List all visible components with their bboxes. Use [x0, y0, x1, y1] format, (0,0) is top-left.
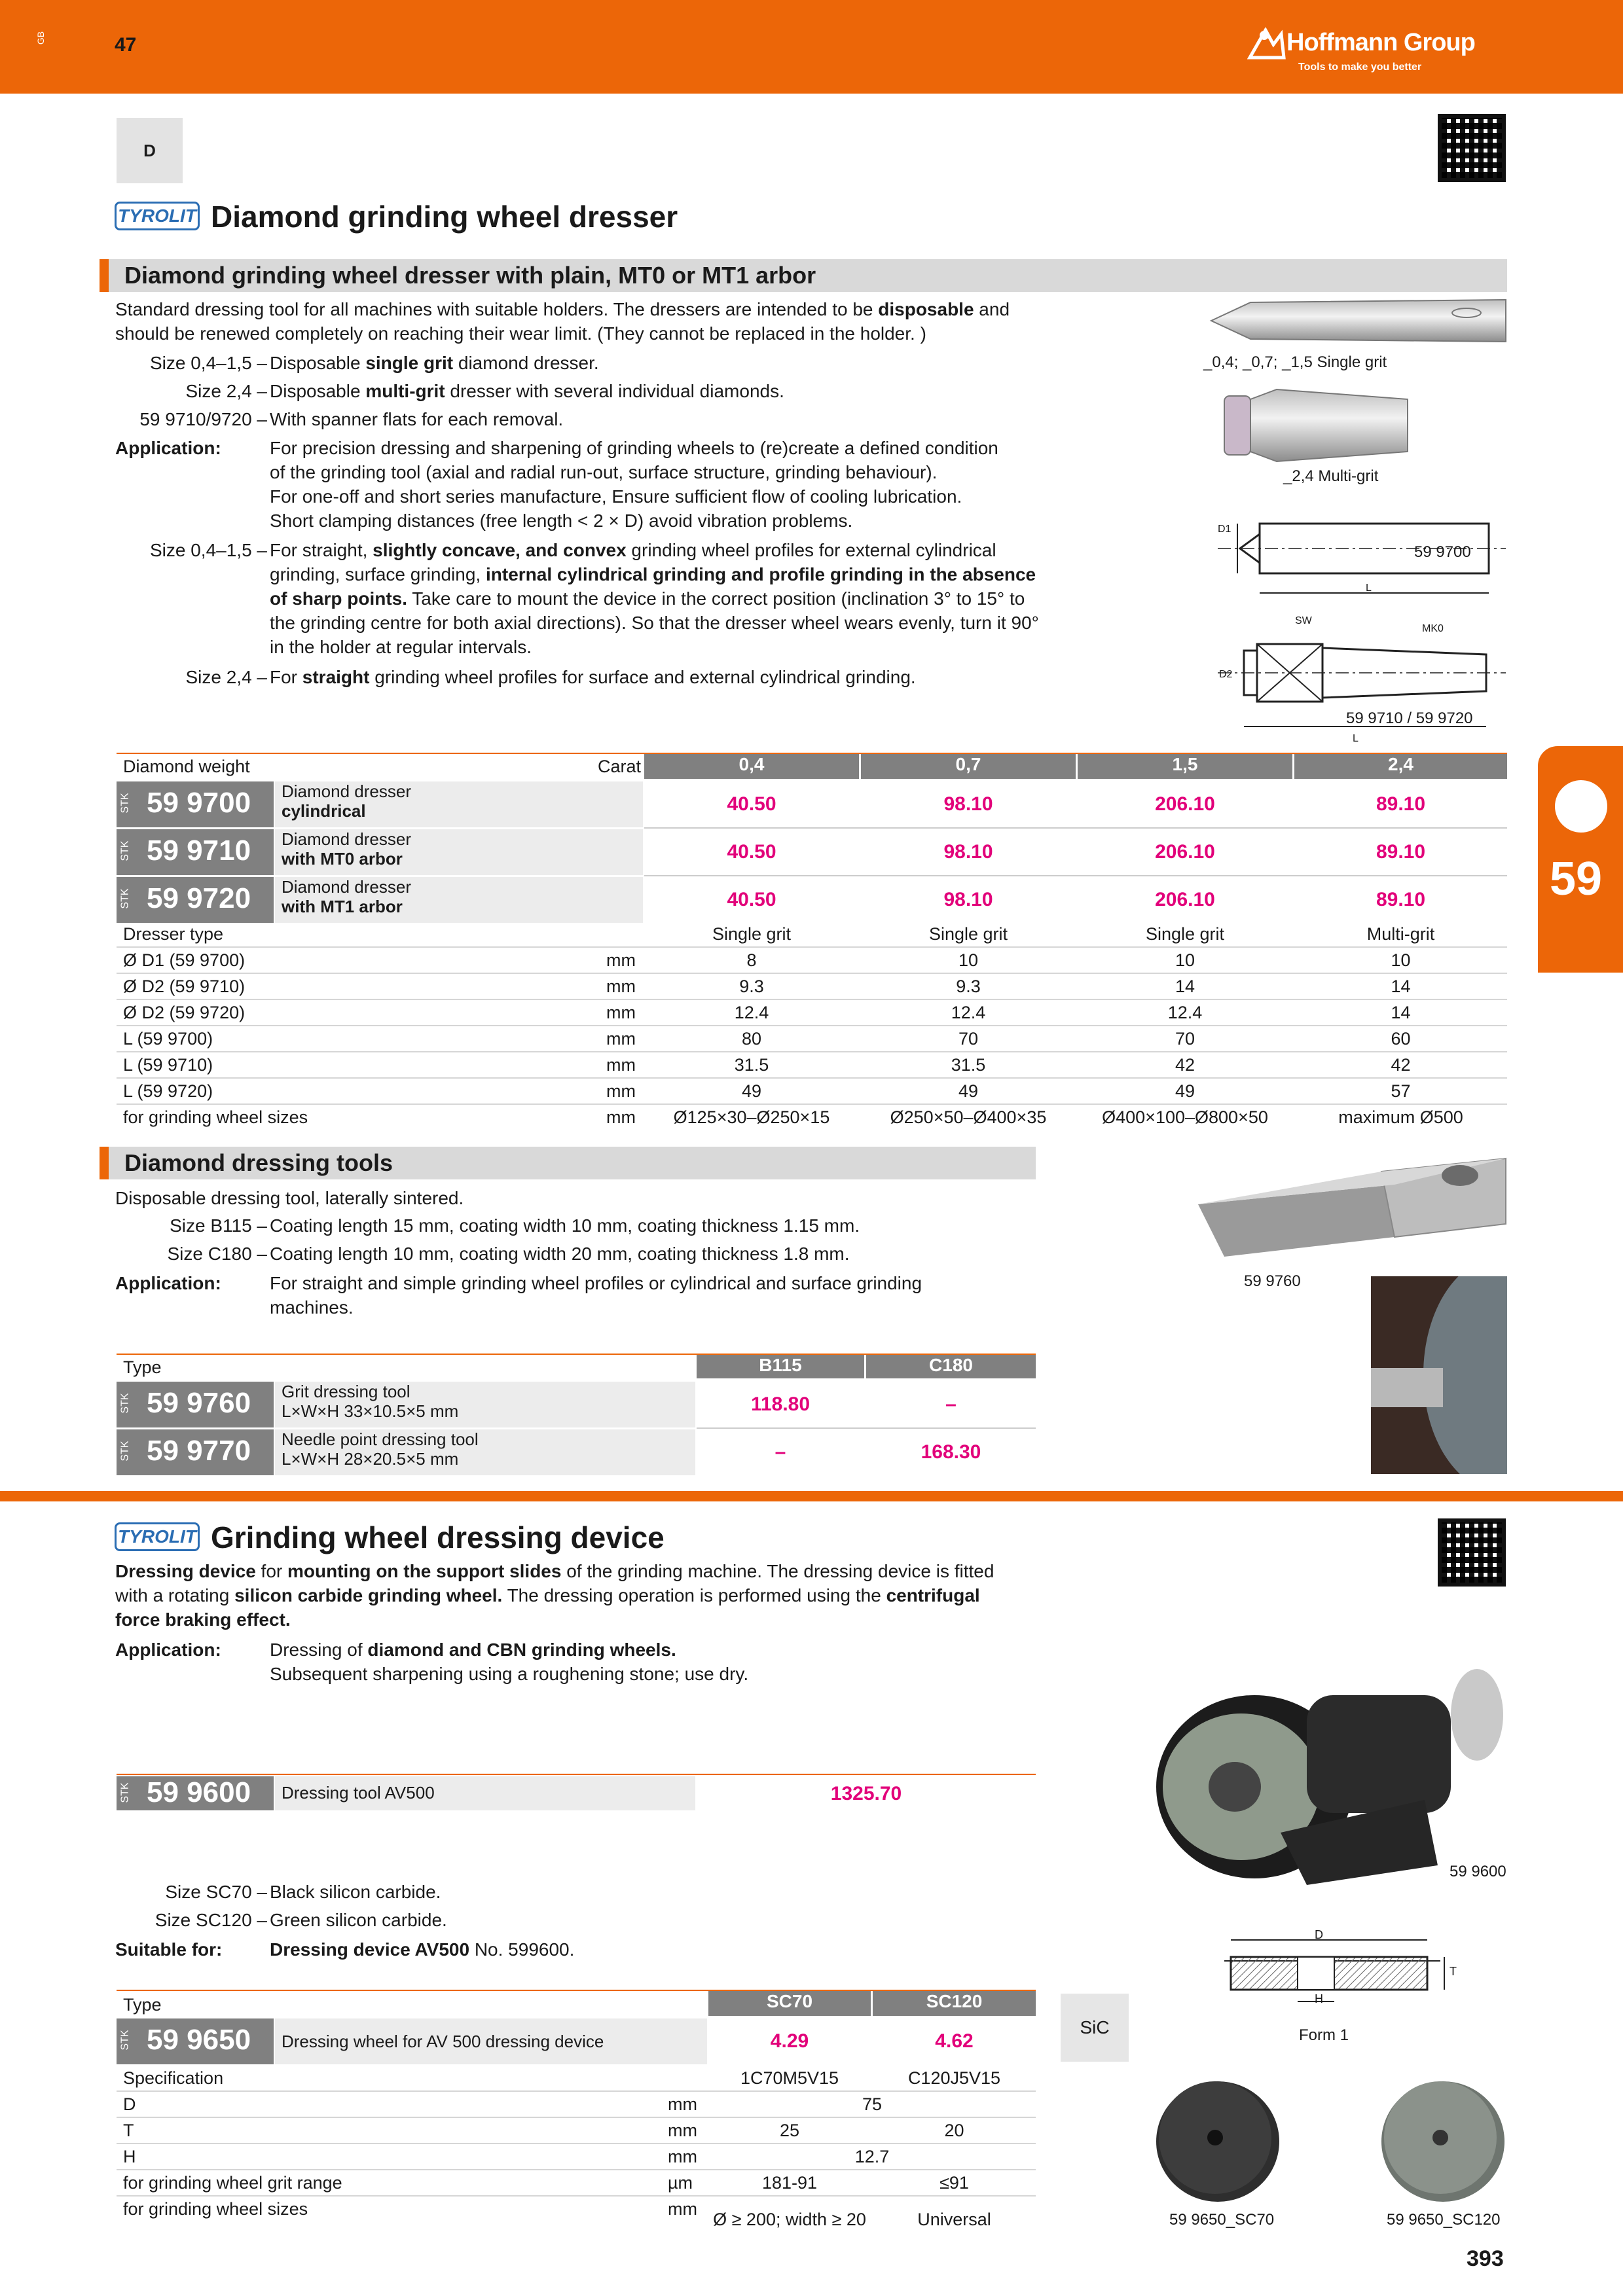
application-text: For precision dressing and sharpening of grinding wheels to (re)create a defined condition of the grinding tool (axial and radial run-out, surface structure, grinding behaviour). For one-off and short series manufacture, Ensure sufficient flow of cooling lubrication. Short clamping distances (free length < 2 × D) avoid vibration problems. — [270, 438, 998, 531]
size-item-sc70: Size SC70 – Black silicon carbide. — [165, 1882, 441, 1902]
stk-icon: STK — [119, 2030, 131, 2051]
application-text: Dressing of diamond and CBN grinding wheels. Subsequent sharpening using a roughening stone; use dry. — [270, 1640, 749, 1684]
dim-d2: D2 — [1219, 669, 1233, 680]
page-number: 393 — [1467, 2246, 1504, 2271]
price-04: 40.50 — [727, 793, 776, 815]
table-row: for grinding wheel sizes mm Ø ≥ 200; width ≥ 20 Universal — [123, 2199, 991, 2229]
form1-drawing — [1218, 1924, 1467, 2016]
article-number[interactable]: 59 9600 — [147, 1776, 251, 1808]
article-desc: Diamond dresser cylindrical — [275, 781, 643, 827]
sic-badge: SiC — [1061, 1994, 1129, 2062]
suitable-label: Suitable for: — [115, 1939, 223, 1960]
table-row: H mm 12.7 — [117, 2144, 1036, 2170]
article-number[interactable]: 59 9700 — [147, 787, 251, 819]
size-item-9710: 59 9710/9720 – With spanner flats for each removal. — [139, 409, 564, 429]
price: 1325.70 — [830, 1783, 902, 1804]
table-row: D mm 75 — [117, 2092, 1036, 2118]
price-04: 40.50 — [727, 889, 776, 910]
table3-col-sc120: SC120 — [873, 1991, 1036, 2016]
article-desc: Dressing tool AV500 — [275, 1776, 695, 1810]
application-label: Application: — [115, 1273, 221, 1293]
table3-spec-rows — [117, 2066, 1036, 2242]
caption-599600: 59 9600 — [1450, 1863, 1506, 1880]
section1-intro: Standard dressing tool for all machines with suitable holders. The dressers are intended to be disposable and should be renewed completely on reaching their wear limit. (They cannot be replaced in the holder. ) — [115, 299, 1010, 344]
side-mark: GB — [35, 31, 46, 45]
price-24: 89.10 — [1376, 889, 1426, 910]
table-row: for grinding wheel sizes mm Ø125×30–Ø250×15 Ø250×50–Ø400×35 Ø400×100–Ø800×50 maximum Ø500 — [123, 1107, 1463, 1127]
table3-header-row — [117, 1991, 1036, 2017]
sc120-wheel-image — [1377, 2073, 1508, 2204]
table1-col-07: 0,7 — [861, 754, 1076, 779]
price-b115: – — [775, 1441, 786, 1463]
chapter-tab[interactable] — [1538, 746, 1623, 973]
price-24: 89.10 — [1376, 793, 1426, 815]
hoffmann-emblem-icon — [1247, 27, 1286, 60]
dressing-application-photo — [1371, 1276, 1507, 1474]
size04-text: For straight, slightly concave, and convex grinding wheel profiles for external cylindrical grinding, surface grinding, internal cylindrical grinding and profile grinding in the absence of sharp points. Take care to mount the device in the correct position (inclination 3° to 15° to the grinding centre for both axial directions). So that the dresser wheel wears evenly, turn it 90° in the holder at regular intervals. — [270, 540, 1039, 657]
page-left-number: 47 — [115, 34, 137, 56]
stk-icon: STK — [119, 840, 131, 861]
section-tag: D — [117, 118, 183, 183]
price-07: 98.10 — [943, 889, 993, 910]
qr-code-icon[interactable] — [1438, 1518, 1506, 1587]
section1-subtitle: Diamond grinding wheel dresser with plain, MT0 or MT1 arbor — [124, 262, 816, 289]
price-15: 206.10 — [1155, 841, 1215, 863]
price-24: 89.10 — [1376, 841, 1426, 863]
price-c180: – — [945, 1393, 957, 1415]
size-item-c180: Size C180 – Coating length 10 mm, coating width 20 mm, coating thickness 1.8 mm. — [167, 1244, 850, 1264]
sc70-wheel-image — [1152, 2073, 1283, 2204]
caption-599710-599720: 59 9710 / 59 9720 — [1346, 709, 1473, 727]
dim-l2: L — [1353, 733, 1359, 744]
dressing-device-image — [1137, 1617, 1510, 1885]
stk-icon: STK — [119, 888, 131, 909]
table1-col-15: 1,5 — [1078, 754, 1292, 779]
size24-label: Size 2,4 – — [185, 667, 267, 687]
article-number[interactable]: 59 9710 — [147, 834, 251, 867]
qr-code-icon[interactable] — [1438, 114, 1506, 182]
section1-subtitle-bar — [100, 259, 1507, 292]
caption-sc120: 59 9650_SC120 — [1387, 2211, 1501, 2229]
article-number[interactable]: 59 9650 — [147, 2024, 251, 2056]
article-desc: Needle point dressing tool L×W×H 28×20.5×5 mm — [275, 1429, 695, 1475]
table-row: T mm 25 20 — [117, 2118, 1036, 2144]
table-row: L (59 9700) mm 80 70 70 60 — [117, 1026, 1507, 1052]
table1-header-row — [117, 754, 1507, 780]
article-desc: Grit dressing tool L×W×H 33×10.5×5 mm — [275, 1382, 695, 1427]
table-row: L (59 9720) mm 49 49 49 57 — [117, 1079, 1507, 1105]
table1-col-04: 0,4 — [644, 754, 859, 779]
dim-sw: SW — [1295, 615, 1312, 626]
article-number[interactable]: 59 9720 — [147, 882, 251, 914]
application-label: Application: — [115, 438, 221, 458]
article-row-599600[interactable] — [117, 1776, 1036, 1810]
article-row-599770[interactable] — [117, 1429, 1036, 1475]
brand-tagline: Tools to make you better — [1298, 62, 1422, 73]
section2-items — [105, 1213, 1021, 1270]
table3-col-sc70: SC70 — [708, 1991, 871, 2016]
dim-h: H — [1315, 1992, 1323, 2005]
caption-599700: 59 9700 — [1414, 543, 1471, 561]
dim-t: T — [1450, 1965, 1457, 1978]
caption-sc70: 59 9650_SC70 — [1169, 2211, 1275, 2229]
article-desc: Diamond dresser with MT0 arbor — [275, 829, 643, 875]
size-item-24: Size 2,4 – Disposable multi-grit dresser with several individual diamonds. — [185, 381, 784, 401]
application-label: Application: — [115, 1640, 221, 1660]
price-07: 98.10 — [943, 841, 993, 863]
grinding-wheel-icon — [1555, 780, 1607, 833]
single-grit-dresser-image — [1205, 288, 1512, 353]
price-b115: 118.80 — [750, 1393, 811, 1415]
table1-spec-rows — [117, 922, 1507, 1130]
article-row-599760[interactable] — [117, 1382, 1036, 1427]
caption-599760: 59 9760 — [1244, 1272, 1301, 1290]
table2-col-b115: B115 — [697, 1355, 864, 1378]
caption-multi-grit: _2,4 Multi-grit — [1283, 467, 1379, 485]
section2-subtitle-bar — [100, 1147, 1036, 1179]
size24-text: For straight grinding wheel profiles for surface and external cylindrical grinding. — [270, 667, 916, 687]
size-item-sc120: Size SC120 – Green silicon carbide. — [155, 1910, 447, 1930]
section3-intro: Dressing device for mounting on the support slides of the grinding machine. The dressing device is fitted with a rotating silicon carbide grinding wheel. The dressing operation is performed using the centrifugal force braking effect. — [115, 1561, 994, 1630]
section4-items — [105, 1880, 1021, 1936]
price-15: 206.10 — [1155, 793, 1215, 815]
price-07: 98.10 — [943, 793, 993, 815]
article-desc: Diamond dresser with MT1 arbor — [275, 877, 643, 923]
stk-icon: STK — [119, 1393, 131, 1414]
article-number[interactable]: 59 9760 — [147, 1387, 251, 1419]
article-row-599650[interactable] — [117, 2018, 1036, 2064]
section3-title: Grinding wheel dressing device — [211, 1520, 665, 1554]
table-row: Ø D2 (59 9720) mm 12.4 12.4 12.4 14 — [117, 1000, 1507, 1026]
tyrolit-logo: TYROLIT — [115, 1522, 200, 1551]
dim-d1: D1 — [1218, 524, 1231, 535]
size-item-b115: Size B115 – Coating length 15 mm, coating width 10 mm, coating thickness 1.15 mm. — [170, 1215, 860, 1236]
table-row: Dresser type Single grit Single grit Single grit Multi-grit — [117, 922, 1507, 948]
price-sc70: 4.29 — [770, 2030, 809, 2052]
suitable-text: Dressing device AV500 No. 599600. — [270, 1939, 575, 1960]
price-15: 206.10 — [1155, 889, 1215, 910]
section-divider — [0, 1491, 1623, 1501]
dim-l: L — [1366, 583, 1372, 594]
section1-title: Diamond grinding wheel dresser — [211, 200, 678, 234]
price-c180: 168.30 — [921, 1441, 981, 1463]
accent-bar — [100, 259, 109, 292]
table2-head-label: Type — [123, 1357, 162, 1377]
table1-head-unit: Carat — [598, 757, 642, 776]
table2-col-c180: C180 — [866, 1355, 1036, 1378]
size04-label: Size 0,4–1,5 – — [149, 540, 267, 560]
section2-subtitle: Diamond dressing tools — [124, 1149, 393, 1176]
table-row: Ø D2 (59 9710) mm 9.3 9.3 14 14 — [117, 974, 1507, 1000]
article-row-599720[interactable] — [117, 877, 1507, 923]
price-sc120: 4.62 — [935, 2030, 974, 2052]
dressing-tool-image — [1198, 1145, 1512, 1263]
chapter-number: 59 — [1550, 853, 1603, 905]
dim-d: D — [1315, 1928, 1323, 1941]
size-item-04: Size 0,4–1,5 – Disposable single grit diamond dresser. — [149, 353, 599, 373]
caption-single-grit: _0,4; _0,7; _1,5 Single grit — [1203, 353, 1387, 371]
table-row: for grinding wheel grit range µm 181-91 ≤91 — [117, 2170, 1036, 2197]
multi-grit-dresser-image — [1218, 386, 1414, 465]
stk-icon: STK — [119, 793, 131, 814]
stk-icon: STK — [119, 1782, 131, 1803]
article-row-599700[interactable] — [117, 781, 1507, 827]
table-row: L (59 9710) mm 31.5 31.5 42 42 — [117, 1052, 1507, 1079]
article-desc: Dressing wheel for AV 500 dressing device — [275, 2018, 707, 2064]
section2-intro: Disposable dressing tool, laterally sintered. — [115, 1188, 464, 1208]
article-number[interactable]: 59 9770 — [147, 1435, 251, 1467]
table3-head-label: Type — [123, 1995, 162, 2015]
hoffmann-logo — [1247, 25, 1509, 77]
price-04: 40.50 — [727, 841, 776, 863]
stk-icon: STK — [119, 1441, 131, 1462]
table-row: Ø D1 (59 9700) mm 8 10 10 10 — [117, 948, 1507, 974]
table1-head-label: Diamond weight — [123, 757, 250, 776]
table2-header-row — [117, 1355, 1036, 1381]
brand-name: Hoffmann Group — [1286, 29, 1475, 56]
table-row: Specification 1C70M5V15 C120J5V15 — [117, 2066, 1036, 2092]
table1-col-24: 2,4 — [1294, 754, 1507, 779]
form1-caption: Form 1 — [1299, 2026, 1349, 2044]
dim-mk0: MK0 — [1422, 623, 1444, 634]
section1-items — [105, 351, 1152, 435]
article-row-599710[interactable] — [117, 829, 1507, 875]
application-text: For straight and simple grinding wheel profiles or cylindrical and surface grinding machines. — [270, 1273, 922, 1318]
tyrolit-logo: TYROLIT — [115, 202, 200, 230]
